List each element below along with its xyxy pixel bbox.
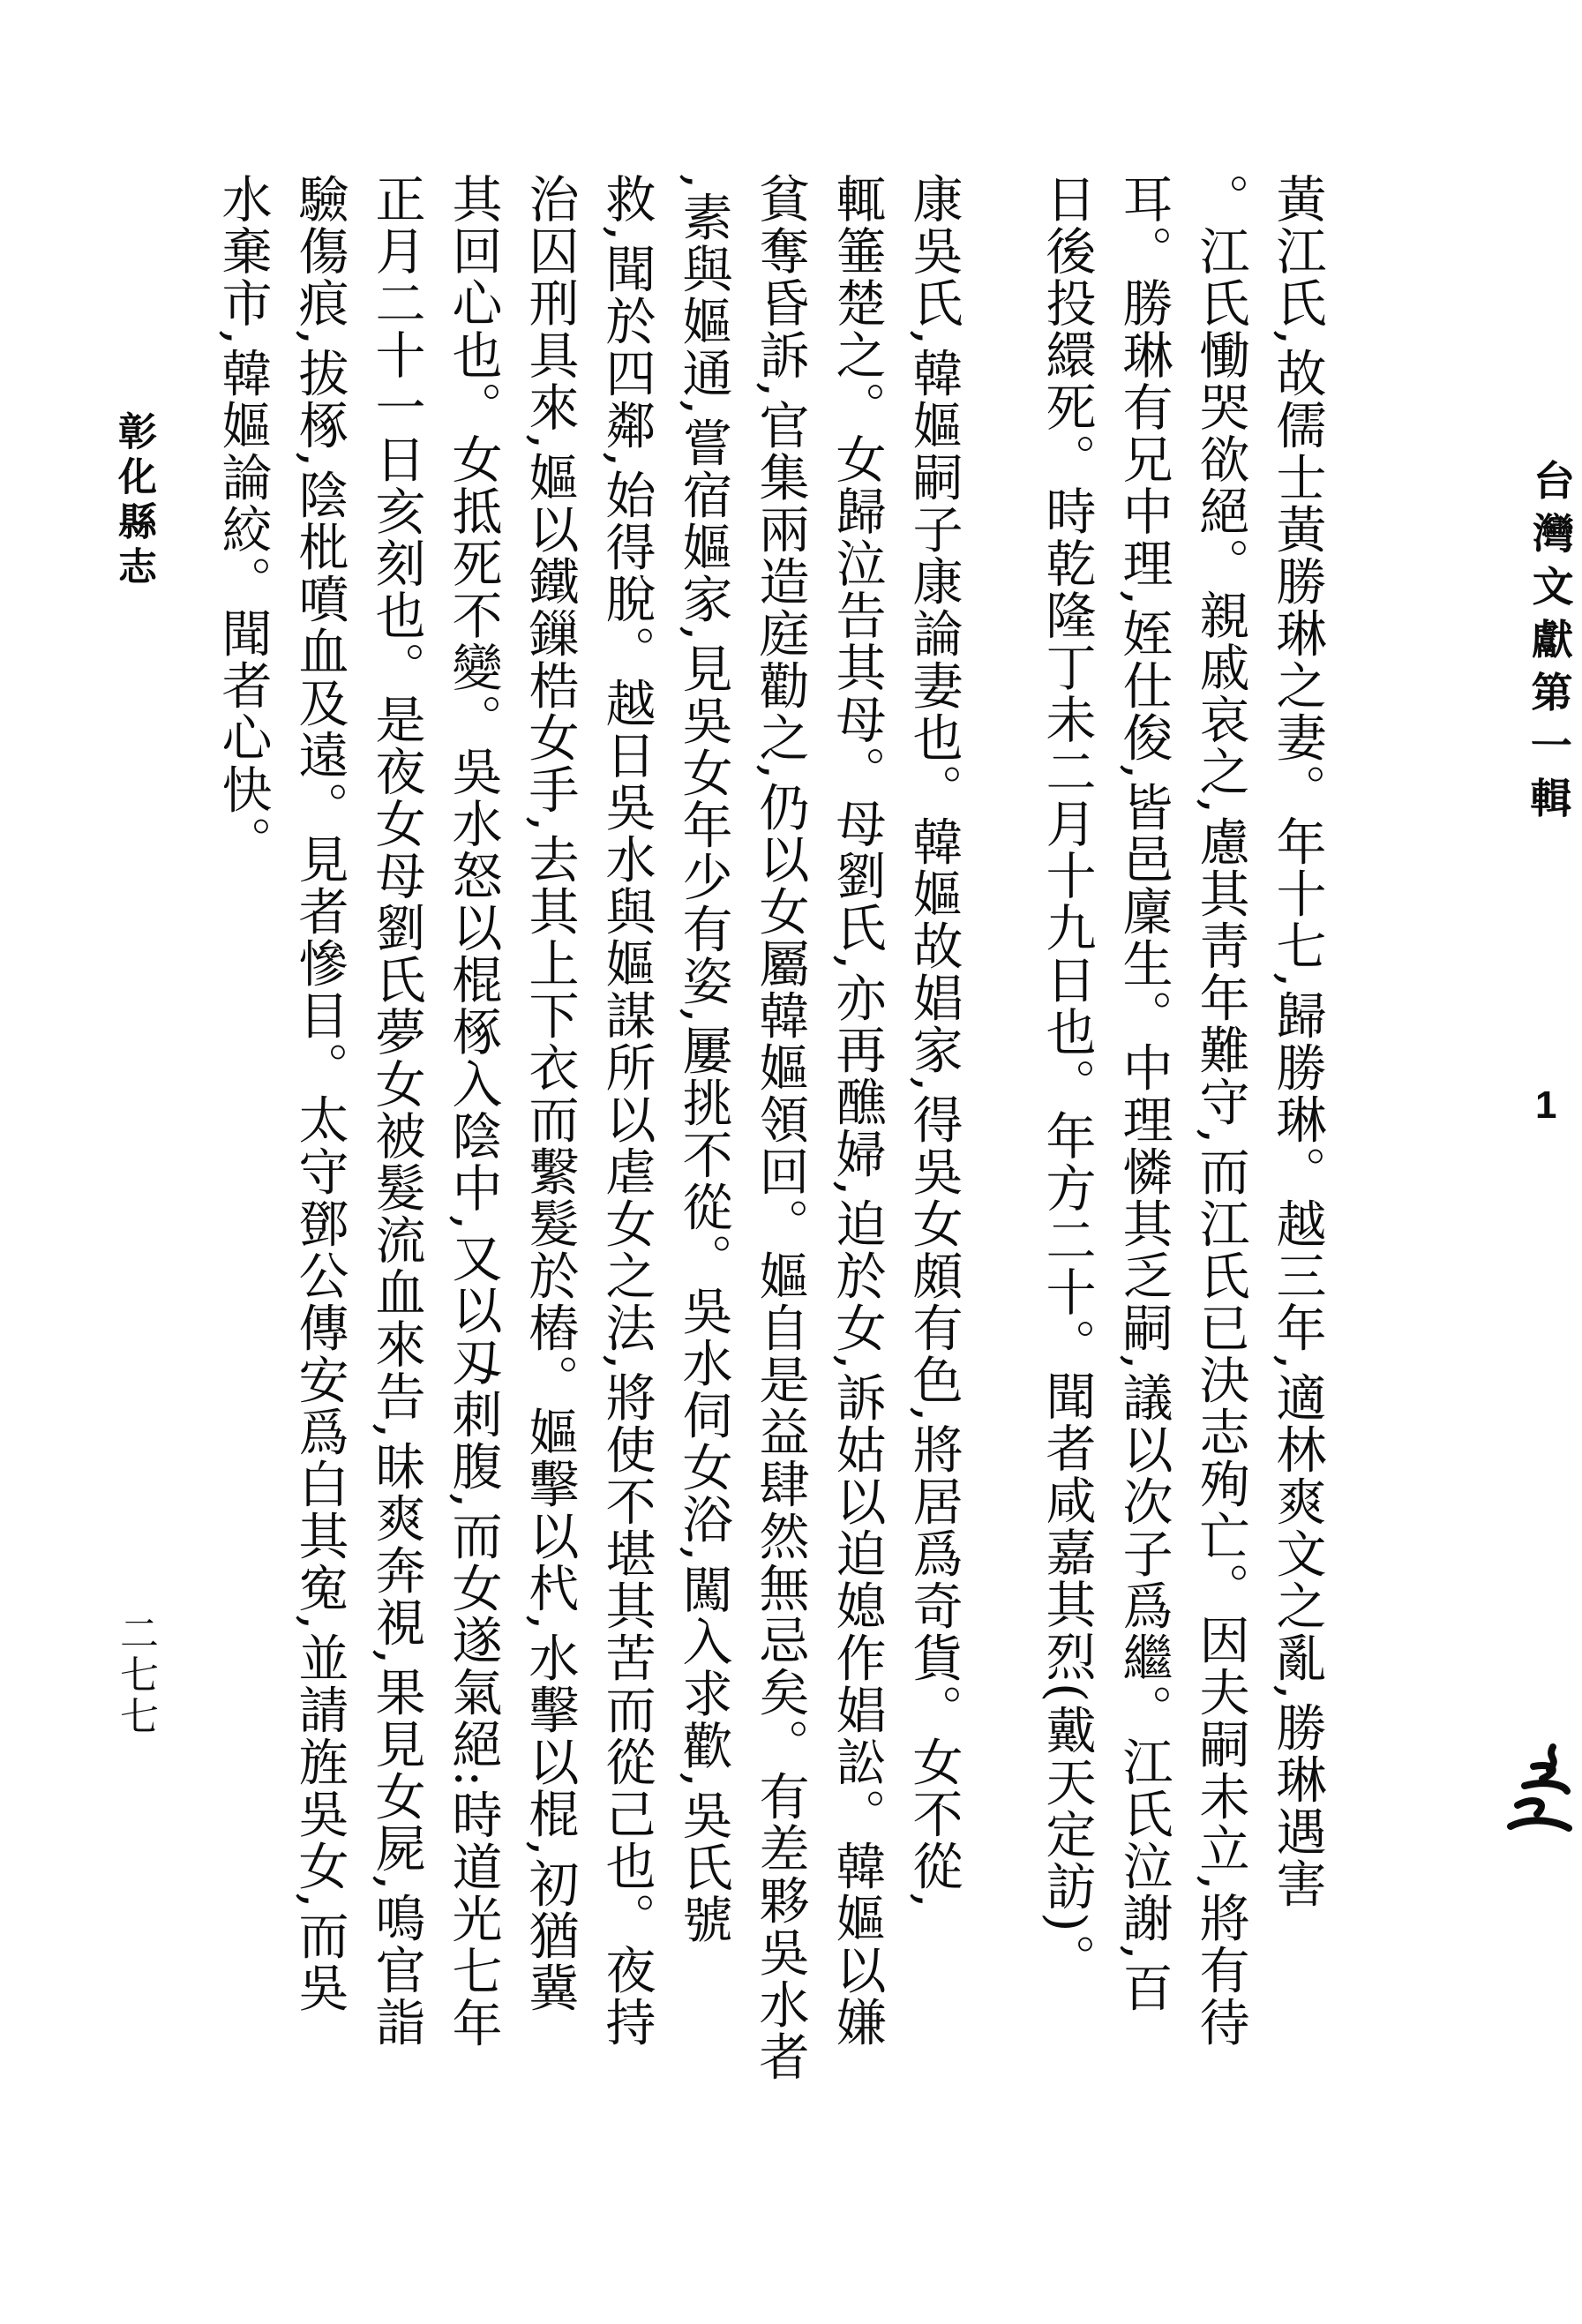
text-column: 。江氏慟哭欲絕。親戚哀之,慮其靑年難守,而江氏已決志殉亡。因夫嗣未立,將有待 — [1191, 173, 1249, 2049]
text-column: 治囚刑具來,嫗以鐵鏁梏女手,去其上下衣而繫髮於樁。嫗擊以杙,水擊以棍,初猶冀 — [521, 173, 579, 2014]
text-column: ,素與嫗通,嘗宿嫗家,見吳女年少有姿,屢挑不從。吳水伺女浴,闖入求歡,吳氏號 — [674, 173, 732, 1945]
text-column: 輒箠楚之。女歸泣告其母。母劉氏,亦再醮婦,迫於女,訴姑以迫媳作娼訟。韓嫗以嫌 — [828, 173, 886, 2049]
text-column: 正月二十一日亥刻也。是夜女母劉氏夢女被髮流血來告,昧爽奔視,果見女屍,鳴官詣 — [367, 173, 425, 2049]
text-column: 耳。勝琳有兄中理,姪仕俊,皆邑廩生。中理憐其乏嗣,議以次子爲繼。江氏泣謝,百 — [1114, 173, 1173, 2014]
handwritten-mark — [1498, 1740, 1582, 1841]
text-column: 驗傷痕,拔椓,陰枇噴血及遠。見者慘目。太守鄧公傳安爲白其寃,並請旌吳女,而吳 — [290, 173, 349, 2014]
text-column: 其回心也。女抵死不變。吳水怒以棍椓入陰中,又以刄刺腹,而女遂氣絕:時道光七年 — [444, 173, 502, 2050]
text-column: 日後投繯死。時乾隆丁未二月十九日也。年方二十。聞者咸嘉其烈(戴天定訪)。 — [1038, 173, 1096, 1986]
page-number-arabic: 1 — [1535, 1083, 1557, 1127]
page-number-cjk: 二七七 — [113, 1613, 158, 1737]
series-label-handwritten: 台灣文獻第一輯 — [1522, 458, 1576, 830]
book-title: 彰化縣志 — [111, 411, 156, 591]
text-column: 黃江氏,故儒士黃勝琳之妻。年十七,歸勝琳。越三年,適林爽文之亂,勝琳遇害 — [1268, 173, 1326, 1910]
text-column: 水棄市,韓嫗論絞。聞者心快。 — [214, 173, 272, 868]
main-text-block — [214, 173, 1391, 2202]
text-column: 貧奪昏訴,官集兩造庭勸之,仍以女屬韓嫗領回。嫗自是益肆然無忌矣。有差夥吳水者 — [751, 173, 809, 2083]
text-column: 救,聞於四鄰,始得脫。越日吳水與嫗謀所以虐女之法,將使不堪其苦而從己也。夜持 — [597, 173, 656, 2049]
text-column: 康吳氏,韓嫗嗣子康論妻也。韓嫗故娼家,得吳女頗有色,將居爲奇貨。女不從, — [904, 173, 963, 1910]
